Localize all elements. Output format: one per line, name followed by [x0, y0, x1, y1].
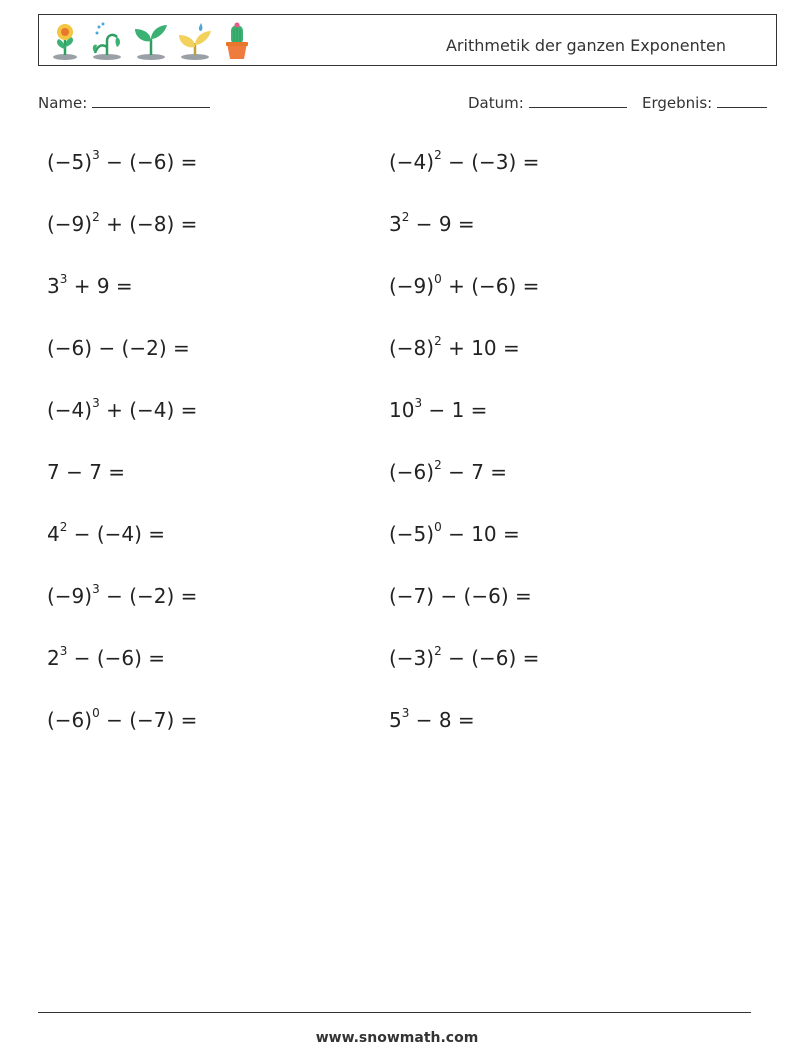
header-icons: [47, 21, 255, 61]
problem-base: (−8): [389, 336, 435, 360]
problem-base: (−5): [47, 150, 93, 174]
problem-base: (−9): [47, 212, 93, 236]
problem-rest: − (−2) =: [99, 584, 198, 608]
result-blank[interactable]: [717, 93, 767, 108]
result-field[interactable]: [642, 93, 767, 112]
problem-exponent: 2: [434, 148, 442, 163]
problem-left-7: [47, 522, 165, 546]
problem-rest: + (−6) =: [441, 274, 540, 298]
problem-left-6: [47, 460, 125, 484]
problem-rest: + (−4) =: [99, 398, 198, 422]
problem-base: (−7) − (−6) =: [389, 584, 532, 608]
problem-base: (−6): [389, 460, 435, 484]
problem-rest: − 9 =: [409, 212, 475, 236]
problem-rest: − 8 =: [409, 708, 475, 732]
problem-right-1: [389, 150, 539, 174]
footer-divider: [38, 1012, 751, 1013]
problem-left-8: [47, 584, 197, 608]
problem-base: 3: [47, 274, 60, 298]
problem-base: (−3): [389, 646, 435, 670]
problem-rest: − 10 =: [441, 522, 520, 546]
problem-right-5: [389, 398, 487, 422]
problem-right-9: [389, 646, 539, 670]
problem-right-8: [389, 584, 532, 608]
problem-rest: + (−8) =: [99, 212, 198, 236]
problem-right-2: [389, 212, 475, 236]
problem-base: (−9): [389, 274, 435, 298]
problem-base: (−6) − (−2) =: [47, 336, 190, 360]
problem-base: (−6): [47, 708, 93, 732]
problem-exponent: 2: [59, 520, 68, 535]
problem-left-1: [47, 150, 197, 174]
problem-rest: − (−6) =: [99, 150, 198, 174]
name-label: Name:: [38, 94, 88, 112]
problem-right-4: [389, 336, 520, 360]
problem-exponent: 2: [401, 210, 410, 225]
problem-exponent: 3: [59, 272, 68, 287]
problem-base: 10: [389, 398, 415, 422]
problem-exponent: 2: [434, 458, 442, 473]
date-field[interactable]: [468, 93, 627, 112]
problem-base: (−4): [47, 398, 93, 422]
date-blank[interactable]: [529, 93, 627, 108]
potted-cactus-icon: [219, 21, 255, 61]
problem-right-6: [389, 460, 507, 484]
problem-exponent: 2: [434, 334, 442, 349]
problem-left-3: [47, 274, 133, 298]
problem-base: (−4): [389, 150, 435, 174]
problem-left-5: [47, 398, 197, 422]
problem-rest: − 7 =: [441, 460, 508, 484]
problem-exponent: 2: [92, 210, 100, 225]
problem-rest: − (−6) =: [441, 646, 540, 670]
problem-exponent: 3: [401, 706, 410, 721]
problem-exponent: 2: [434, 644, 442, 659]
sunflower-icon: [47, 21, 83, 61]
date-label: Datum:: [468, 94, 524, 112]
footer-url: www.snowmath.com: [315, 1030, 479, 1046]
problem-rest: + 10 =: [441, 336, 520, 360]
problem-exponent: 3: [92, 148, 100, 163]
problem-right-3: [389, 274, 539, 298]
worksheet-title: Arithmetik der ganzen Exponenten: [445, 36, 726, 55]
problem-base: 4: [47, 522, 60, 546]
problem-left-9: [47, 646, 165, 670]
sprout-icon: [131, 21, 171, 61]
problem-base: 7 − 7 =: [47, 460, 126, 484]
problem-base: 3: [389, 212, 402, 236]
problem-rest: − (−6) =: [67, 646, 166, 670]
problem-rest: − (−4) =: [67, 522, 166, 546]
problem-left-4: [47, 336, 190, 360]
name-blank[interactable]: [92, 93, 210, 108]
name-field[interactable]: [38, 93, 210, 112]
result-label: Ergebnis:: [642, 94, 713, 112]
problem-base: 5: [389, 708, 402, 732]
wilting-plant-icon: [87, 21, 127, 61]
problem-rest: − (−3) =: [441, 150, 540, 174]
problem-base: (−5): [389, 522, 435, 546]
problem-left-2: [47, 212, 197, 236]
problem-right-7: [389, 522, 520, 546]
problem-exponent: 3: [59, 644, 68, 659]
problem-right-10: [389, 708, 475, 732]
problem-exponent: 3: [414, 396, 423, 411]
problem-base: 2: [47, 646, 60, 670]
problem-rest: − 1 =: [422, 398, 488, 422]
problem-left-10: [47, 708, 197, 732]
problem-rest: − (−7) =: [99, 708, 198, 732]
watering-sprout-icon: [175, 21, 215, 61]
problem-rest: + 9 =: [67, 274, 133, 298]
problem-exponent: 3: [92, 582, 100, 597]
problem-exponent: 0: [434, 272, 442, 287]
problem-exponent: 3: [92, 396, 100, 411]
problem-exponent: 0: [92, 706, 100, 721]
problem-base: (−9): [47, 584, 93, 608]
problem-exponent: 0: [434, 520, 442, 535]
worksheet-header: [38, 14, 777, 66]
